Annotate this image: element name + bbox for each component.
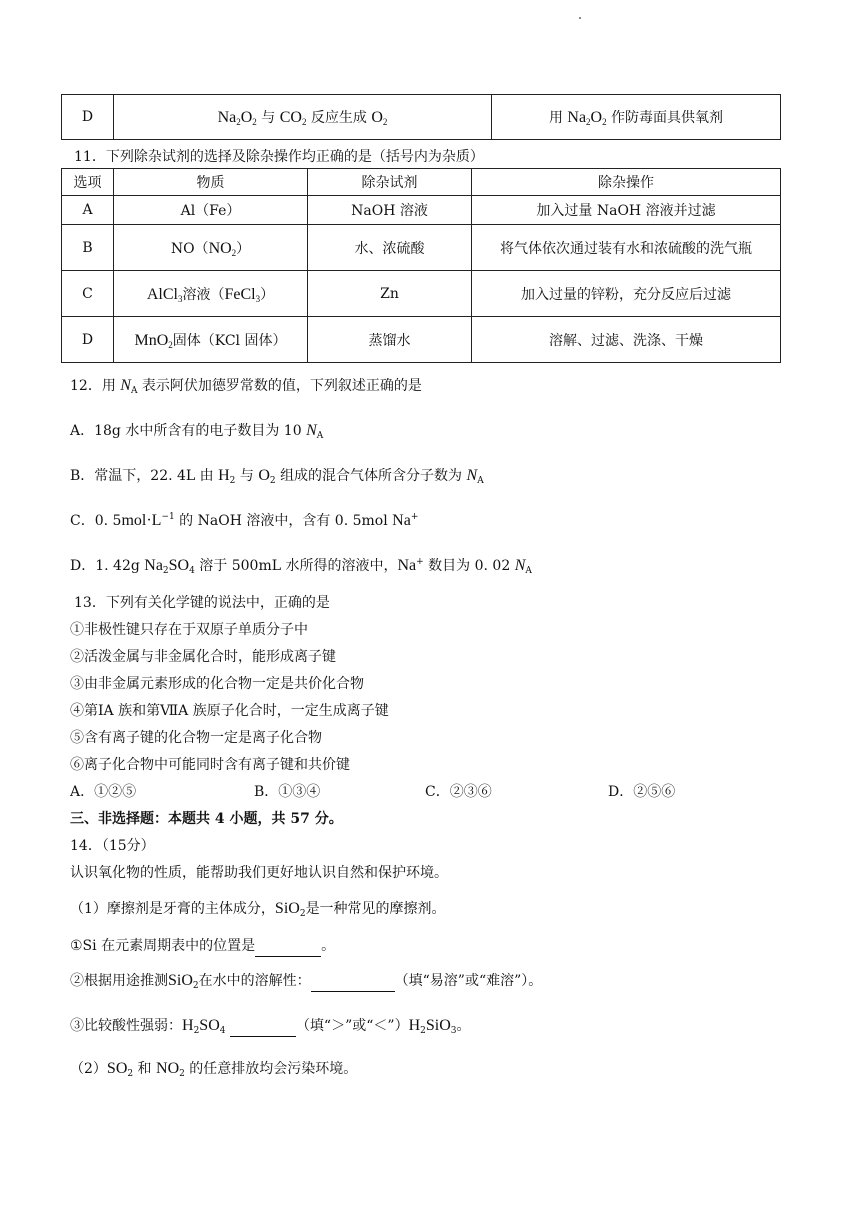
q11-table [61, 168, 781, 363]
cell-operation: 加入过量的锌粉，充分反应后过滤 [472, 271, 781, 317]
top-table [61, 94, 781, 140]
q14-intro: 认识氧化物的性质，能帮助我们更好地认识自然和保护环境。 [70, 865, 448, 881]
cell-operation: 将气体依次通过装有水和浓硫酸的洗气瓶 [472, 225, 781, 271]
q14-head: 14．（15分） [70, 838, 155, 854]
answer-blank[interactable] [311, 975, 395, 992]
q12-option-d: D．1. 42g $Na_2SO_4$ 溶于 500mL 水所得的溶液中，Na+ 数目为 0. 02 $N_A$ [70, 557, 532, 576]
q13-option-b: B．①③④ [254, 784, 321, 800]
answer-blank[interactable] [230, 1020, 296, 1037]
cell-substance: $NO(NO_2)$ [114, 225, 308, 271]
q13-option-c: C．②③⑥ [425, 784, 492, 800]
q11-stem: 11．下列除杂试剂的选择及除杂操作均正确的是（括号内为杂质） [74, 149, 484, 165]
cell-reagent: NaOH 溶液 [308, 196, 472, 225]
cell-substance: MnO$_2$固体（KCl 固体） [114, 317, 308, 363]
answer-blank[interactable] [255, 940, 321, 957]
row-use: 用 $Na_2O_2$ 作防毒面具供氧剂 [492, 95, 781, 140]
q13-item: ④第ⅠA 族和第ⅦA 族原子化合时，一定生成离子键 [70, 703, 389, 719]
cell-operation: 溶解、过滤、洗涤、干燥 [472, 317, 781, 363]
cell-option: D [62, 317, 114, 363]
q13-item: ③由非金属元素形成的化合物一定是共价化合物 [70, 676, 364, 692]
cell-reagent: 蒸馏水 [308, 317, 472, 363]
header-substance: 物质 [114, 169, 308, 196]
q13-option-a: A．①②⑤ [70, 784, 137, 800]
q13-item: ⑥离子化合物中可能同时含有离子键和共价键 [70, 757, 350, 773]
q14-sub2: ②根据用途推测SiO$_2$在水中的溶解性： （填“易溶”或“难溶”）。 [70, 972, 543, 991]
q12-option-c: C．0. $5mol\cdot L^{-1}$ 的 NaOH 溶液中，含有 0. 5mol Na+ [70, 512, 419, 529]
q13-option-d: D．②⑤⑥ [608, 784, 676, 800]
q14-part1: （1）摩擦剂是牙膏的主体成分，SiO$_2$是一种常见的摩擦剂。 [70, 900, 446, 919]
q12-stem: 12．用 $N_A$ 表示阿伏加德罗常数的值，下列叙述正确的是 [70, 377, 422, 396]
q13-item: ①非极性键只存在于双原子单质分子中 [70, 622, 308, 638]
header-reagent: 除杂试剂 [308, 169, 472, 196]
q14-part2: $(2)SO_2$ 和 $NO_2$ 的任意排放均会污染环境。 [70, 1060, 358, 1079]
cell-option: C [62, 271, 114, 317]
section-heading: 三、非选择题：本题共 4 小题，共 57 分。 [70, 811, 343, 827]
row-fact: $Na_2O_2$ 与 $CO_2$ 反应生成 $O_2$ [114, 95, 492, 140]
cell-reagent: 水、浓硫酸 [308, 225, 472, 271]
cell-substance: AlCl$_3$溶液（FeCl$_3$） [114, 271, 308, 317]
cell-operation: 加入过量 NaOH 溶液并过滤 [472, 196, 781, 225]
q14-sub1: ①Si 在元素周期表中的位置是 。 [70, 935, 335, 957]
q13-item: ②活泼金属与非金属化合时，能形成离子键 [70, 649, 336, 665]
table-row [62, 225, 781, 271]
cell-reagent: Zn [308, 271, 472, 317]
cell-option: A [62, 196, 114, 225]
table-row [62, 271, 781, 317]
q13-item: ⑤含有离子键的化合物一定是离子化合物 [70, 730, 322, 746]
table-row [62, 317, 781, 363]
page-dot [579, 17, 581, 19]
q12-option-a: A．18g 水中所含有的电子数目为 10 $N_A$ [70, 422, 324, 441]
table-row [62, 196, 781, 225]
cell-option: B [62, 225, 114, 271]
q14-sub3: ③比较酸性强弱：$H_2SO_4$ （填“＞”或“$<”)H_2SiO_3$。 [70, 1017, 471, 1036]
cell-substance: Al（Fe） [114, 196, 308, 225]
q12-option-b: B．常温下，22. 4L 由 $H_2$ 与 $O_2$ 组成的混合气体所含分子数为 $N_A$ [70, 467, 484, 486]
row-label: D [62, 95, 114, 140]
header-option: 选项 [62, 169, 114, 196]
header-operation: 除杂操作 [472, 169, 781, 196]
q13-stem: 13．下列有关化学键的说法中，正确的是 [74, 595, 330, 611]
